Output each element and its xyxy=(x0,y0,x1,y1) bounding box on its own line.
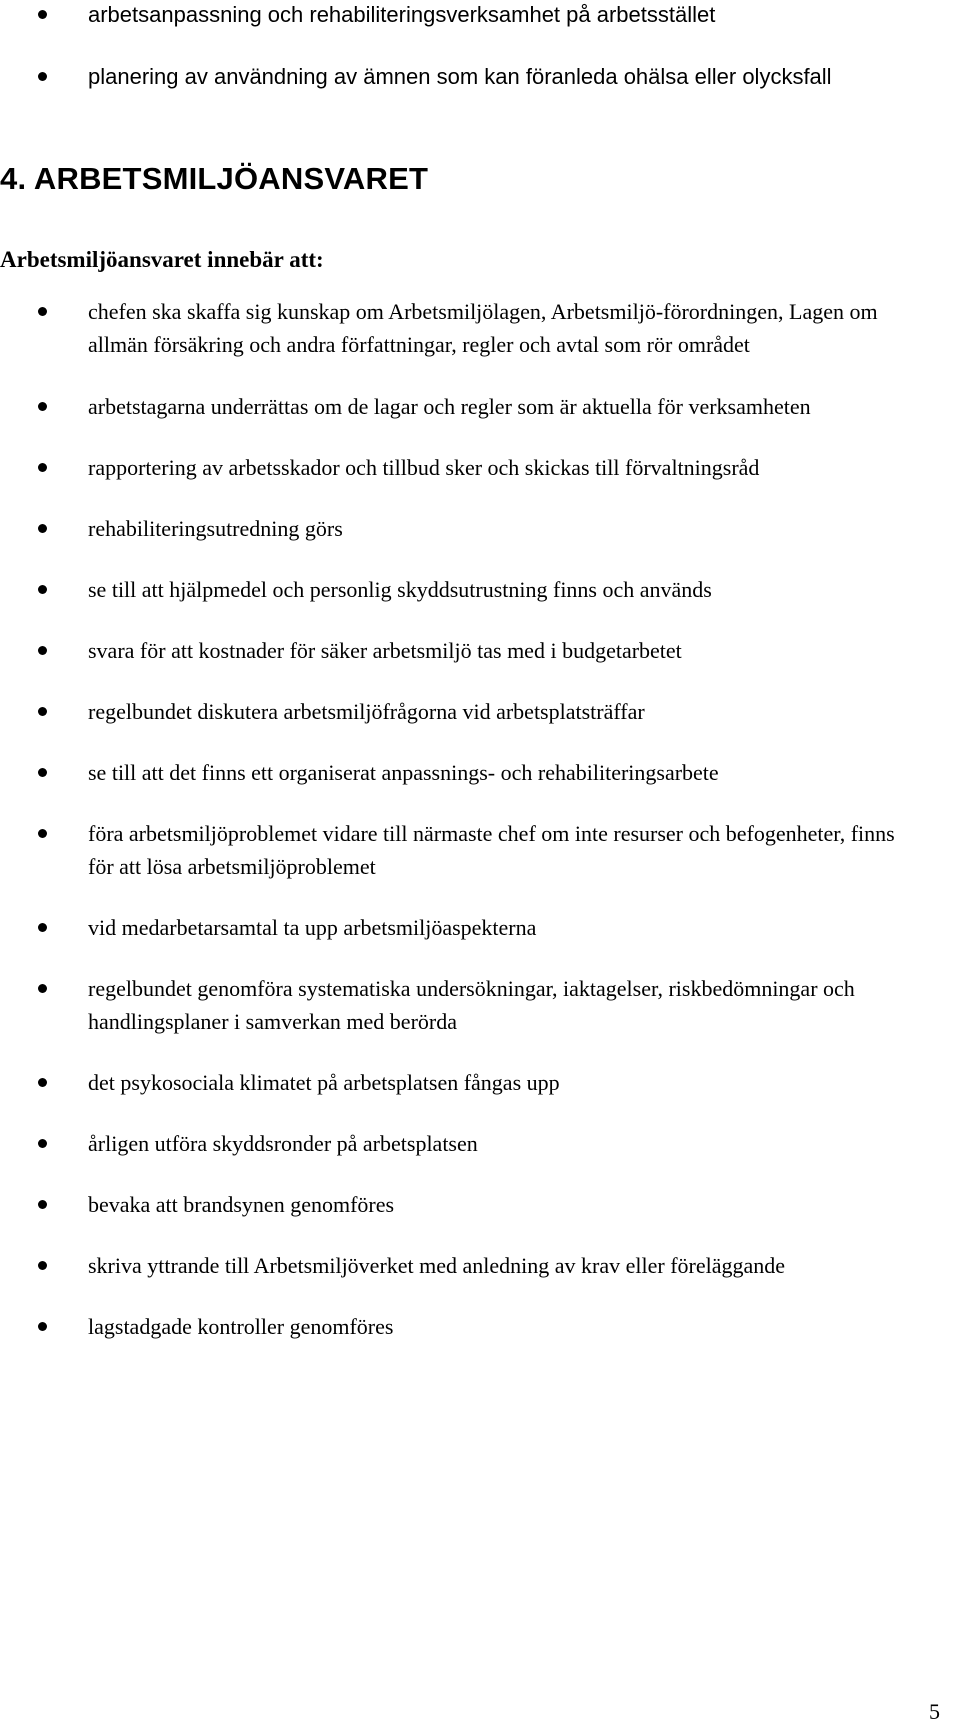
bullet-icon xyxy=(38,984,47,993)
bullet-icon xyxy=(38,1322,47,1331)
list-item-text: se till att hjälpmedel och personlig skyddsutrustning finns och används xyxy=(88,577,712,602)
bullet-icon xyxy=(38,768,47,777)
list-item-text: regelbundet genomföra systematiska undersökningar, iaktagelser, riskbedömningar och handlingsplaner i samverkan med berörda xyxy=(88,976,855,1034)
list-item-text: årligen utföra skyddsronder på arbetsplatsen xyxy=(88,1131,478,1156)
list-item-text: planering av användning av ämnen som kan föranleda ohälsa eller olycksfall xyxy=(88,64,832,89)
list-item xyxy=(0,972,960,1038)
list-item-text: regelbundet diskutera arbetsmiljöfrågorna vid arbetsplatsträffar xyxy=(88,699,645,724)
list-item xyxy=(0,634,960,667)
bullet-icon xyxy=(38,923,47,932)
bullet-icon xyxy=(38,402,47,411)
list-item-text: se till att det finns ett organiserat anpassnings- och rehabiliteringsarbete xyxy=(88,760,719,785)
list-item xyxy=(0,1249,960,1282)
bullet-icon xyxy=(38,646,47,655)
list-item xyxy=(0,1310,960,1343)
bullet-icon xyxy=(38,72,47,81)
bullet-icon xyxy=(38,463,47,472)
list-item xyxy=(0,911,960,944)
responsibility-list xyxy=(0,295,960,1343)
list-item xyxy=(0,756,960,789)
list-item xyxy=(0,451,960,484)
bullet-icon xyxy=(38,10,47,19)
bullet-icon xyxy=(38,829,47,838)
list-item xyxy=(0,295,960,361)
bullet-icon xyxy=(38,1078,47,1087)
page-number: 5 xyxy=(929,1699,940,1724)
list-item-text: det psykosociala klimatet på arbetsplatsen fångas upp xyxy=(88,1070,560,1095)
list-item xyxy=(0,1188,960,1221)
list-item-text: rapportering av arbetsskador och tillbud sker och skickas till förvaltningsråd xyxy=(88,455,760,480)
list-item xyxy=(0,1127,960,1160)
bullet-icon xyxy=(38,1139,47,1148)
section-intro: Arbetsmiljöansvaret innebär att: xyxy=(0,247,324,272)
bullet-icon xyxy=(38,585,47,594)
bullet-icon xyxy=(38,307,47,316)
section-heading: 4. ARBETSMILJÖANSVARET xyxy=(0,161,429,196)
list-item-text: chefen ska skaffa sig kunskap om Arbetsmiljölagen, Arbetsmiljö-förordningen, Lagen om allmän försäkring och andra författningar, regler och avtal som rör området xyxy=(88,299,878,357)
list-item xyxy=(0,695,960,728)
list-item xyxy=(0,390,960,423)
list-item xyxy=(0,573,960,606)
list-item-text: bevaka att brandsynen genomföres xyxy=(88,1192,395,1217)
bullet-icon xyxy=(38,524,47,533)
list-item-text: arbetstagarna underrättas om de lagar och regler som är aktuella för verksamheten xyxy=(88,394,811,419)
list-item xyxy=(0,1066,960,1099)
list-item xyxy=(0,512,960,545)
list-item xyxy=(0,60,960,93)
list-item-text: svara för att kostnader för säker arbetsmiljö tas med i budgetarbetet xyxy=(88,638,682,663)
list-item-text: rehabiliteringsutredning görs xyxy=(88,516,343,541)
bullet-icon xyxy=(38,1200,47,1209)
bullet-icon xyxy=(38,1261,47,1270)
list-item-text: skriva yttrande till Arbetsmiljöverket med anledning av krav eller föreläggande xyxy=(88,1253,786,1278)
list-item-text: arbetsanpassning och rehabiliteringsverksamhet på arbetsstället xyxy=(88,2,716,27)
top-bullet-list xyxy=(0,0,960,93)
list-item-text: lagstadgade kontroller genomföres xyxy=(88,1314,394,1339)
list-item xyxy=(0,817,960,883)
list-item-text: vid medarbetarsamtal ta upp arbetsmiljöaspekterna xyxy=(88,915,537,940)
bullet-icon xyxy=(38,707,47,716)
list-item-text: föra arbetsmiljöproblemet vidare till närmaste chef om inte resurser och befogenheter, finns för att lösa arbetsmiljöproblemet xyxy=(88,821,895,879)
list-item xyxy=(0,0,960,31)
